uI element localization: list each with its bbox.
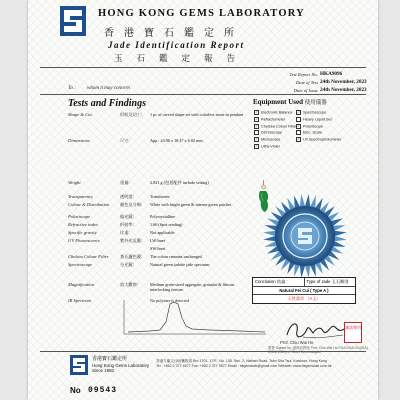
date-of-test-label: Date of Test — [295, 80, 318, 85]
checkbox-empty-icon — [296, 130, 301, 135]
test-value: LW:Inert — [150, 238, 166, 243]
equipment-item — [296, 137, 341, 142]
lab-name-chinese: 香港寶石鑑定所 — [104, 28, 244, 39]
certificate — [28, 0, 378, 400]
footer-lab-name: Hong Kong Gems Laboratory — [92, 363, 150, 368]
test-label: Shape & Cut — [68, 112, 92, 117]
test-value: Translucent — [150, 194, 170, 199]
footer-divider — [40, 351, 366, 352]
recipient — [68, 86, 130, 91]
test-label-chinese: 偏光鏡: — [120, 214, 134, 219]
test-label: Polariscope — [68, 214, 91, 219]
test-value: Polycrystalline — [150, 214, 176, 219]
checkbox-checked-icon: ✓ — [297, 137, 300, 142]
test-label-chinese: 形狀及切工: — [120, 112, 143, 117]
equipment-item-label: Ultra-Violet — [261, 144, 280, 149]
checkbox-checked-icon: ✓ — [297, 123, 300, 128]
footer-since: Since 1993 — [92, 368, 114, 373]
checkbox-checked-icon: ✓ — [255, 137, 258, 142]
conclusion-label: Conclusion 結論 : — [253, 278, 305, 286]
footer-address-block — [156, 359, 356, 368]
red-seal-stamp — [344, 322, 362, 343]
test-label: Chelsea Colour Filter — [68, 254, 109, 259]
test-label: Specific gravity — [68, 230, 97, 235]
test-value: Natural green jadeite jade spectrum — [150, 262, 210, 267]
ir-spectrum-note: No polymer is detected — [150, 298, 189, 303]
equipment-heading — [253, 98, 327, 106]
equipment-item — [254, 144, 280, 149]
equipment-item — [254, 117, 285, 122]
report-title-chinese: 玉石鑑定報告 — [114, 54, 250, 64]
equipment-item — [296, 124, 323, 129]
conclusion-species-cn: 天然翡翠 — [287, 296, 305, 301]
date-of-issue: 24th November, 2023 — [320, 87, 367, 93]
test-value: 2.841 g (包括配件 include setting) — [150, 180, 209, 185]
test-label-chinese: 透明度: — [120, 194, 134, 199]
checkbox-checked-icon: ✓ — [255, 110, 258, 114]
equipment-item-label: Heavy Liquid Set — [303, 117, 332, 122]
equipment-heading-en: Equipment Used — [253, 98, 303, 106]
equipment-item-label: Dichroscope — [261, 130, 283, 135]
checkbox-checked-icon: ✓ — [297, 110, 300, 114]
test-label-chinese: 重量: — [120, 180, 130, 185]
footer-address: 香港九龍尖沙咀彌敦道 Rm 1701, 17/F., No. 135, Sec. 2, Nathan Road, Tsim Sha Tsui, Kowloon, Hong Kong — [156, 359, 328, 363]
test-label-chinese: 分光鏡: — [120, 262, 134, 267]
test-label-chinese: 查氏濾色鏡: — [120, 254, 143, 259]
recipient-label: To : — [68, 86, 76, 91]
signatory-credentials: 簽署 Signed by: 趙偉浩教授 Prof. Chiu Wai Ho FGA DGA GG(GIA) CGL(HKGL) — Chief Gemmologist — [268, 346, 368, 354]
equipment-item-label: Elec. Scale — [303, 130, 322, 135]
equipment-item-label: Spectroscope — [303, 110, 327, 115]
header-divider — [40, 67, 366, 68]
test-label: UV Fluorescence — [68, 238, 100, 243]
test-value: Not applicable — [150, 230, 175, 235]
equipment-item — [254, 130, 282, 135]
test-label: Weight — [68, 180, 81, 185]
equipment-item — [296, 117, 332, 122]
tests-heading: Tests and Findings — [68, 98, 146, 109]
test-value: White with bright green & intense green patches — [150, 202, 232, 207]
test-label: Refractive index — [68, 222, 98, 227]
stamp-text: 測試專用 — [345, 325, 361, 330]
test-label-chinese: 紫外光反應: — [120, 238, 143, 243]
equipment-item-label: Electronic Balance — [261, 110, 293, 115]
signatory-name: Prof. Chiu Wai Ho — [280, 340, 314, 345]
conclusion-type-label: Type of Jade 玉石類別 — [306, 279, 349, 284]
lab-logo — [60, 6, 86, 36]
test-label: Dimensions — [68, 138, 90, 143]
conclusion-species-en: Natural Fei Cui — [279, 288, 309, 293]
footer-lab-name-chinese: 香港寶石鑑定所 — [92, 356, 128, 362]
test-label: Transparency — [68, 194, 94, 199]
test-label-chinese: 折射率: — [120, 222, 134, 227]
test-label: Magnification — [68, 282, 95, 287]
footer-contact: Tel : +852 2 377 4677 Fax: +852 2 377 5577 Email : hkgemslab@gmail.com Website: www.hkgemslab.com.hk — [156, 363, 332, 368]
checkbox-checked-icon: ✓ — [255, 123, 258, 128]
equipment-item — [254, 137, 280, 142]
equipment-item — [254, 124, 297, 129]
equipment-item — [296, 110, 326, 115]
checkbox-checked-icon: ✓ — [255, 144, 258, 148]
report-no: HKA9096 — [320, 71, 343, 77]
test-value: The colour remains unchanged. — [150, 254, 203, 259]
date-of-test: 24th November, 2023 — [320, 79, 367, 85]
test-label: Spectroscope — [68, 262, 93, 267]
test-label-chinese: 尺寸: — [120, 138, 130, 143]
checkbox-empty-icon — [296, 117, 301, 122]
serial-number: 09543 — [88, 386, 118, 395]
test-label-chinese: 比重: — [120, 230, 130, 235]
date-of-issue-label: Date of Issue — [293, 88, 318, 93]
equipment-item — [296, 130, 322, 135]
report-title: Jade Identification Report — [108, 40, 245, 50]
test-value: 1.66 (Spot reading) — [150, 222, 183, 227]
equipment-item-label: Chelsea Colour Filter — [261, 124, 297, 129]
test-label: Colour & Distribution — [68, 202, 110, 207]
report-no-label: Test Report No. — [289, 72, 318, 77]
test-value: 1 pc of carved shape set with colorless stone in pendant — [150, 112, 244, 117]
recipient-value: whom it may concern — [87, 86, 130, 91]
test-value: SW:Inert — [150, 246, 166, 251]
ir-spectrum-label: IR Spectrum — [68, 298, 91, 303]
recipient-divider — [40, 94, 366, 95]
equipment-item-label: I.R.Spectrophotometer — [303, 137, 342, 142]
equipment-item-label: Microscope — [261, 137, 281, 142]
serial-label: No — [70, 386, 81, 395]
footer-logo — [70, 355, 88, 375]
checkbox-empty-icon — [254, 130, 259, 135]
checkbox-checked-icon: ✓ — [255, 116, 258, 121]
ir-spectrum-graph — [120, 292, 270, 338]
test-value: Medium grain-sized aggregate, granular & fibrous interlocking texture. — [150, 282, 235, 292]
conclusion-grade-en: ( Type A ) — [310, 288, 329, 293]
equipment-heading-cn: 使用儀器 — [304, 100, 327, 106]
conclusion-grade-cn: （A玉） — [305, 296, 321, 301]
test-label-chinese: 放大觀察: — [120, 282, 139, 287]
equipment-item — [254, 110, 292, 115]
equipment-item-label: Polariscope — [303, 124, 323, 129]
lab-name: HONG KONG GEMS LABORATORY — [98, 8, 305, 19]
test-value: App.: 24.96 x 10.47 x 6.02 mm — [150, 138, 203, 143]
test-label-chinese: 顏色及分佈: — [120, 202, 143, 207]
equipment-item-label: Refractometer — [261, 117, 286, 122]
hologram-seal-icon — [261, 192, 349, 280]
